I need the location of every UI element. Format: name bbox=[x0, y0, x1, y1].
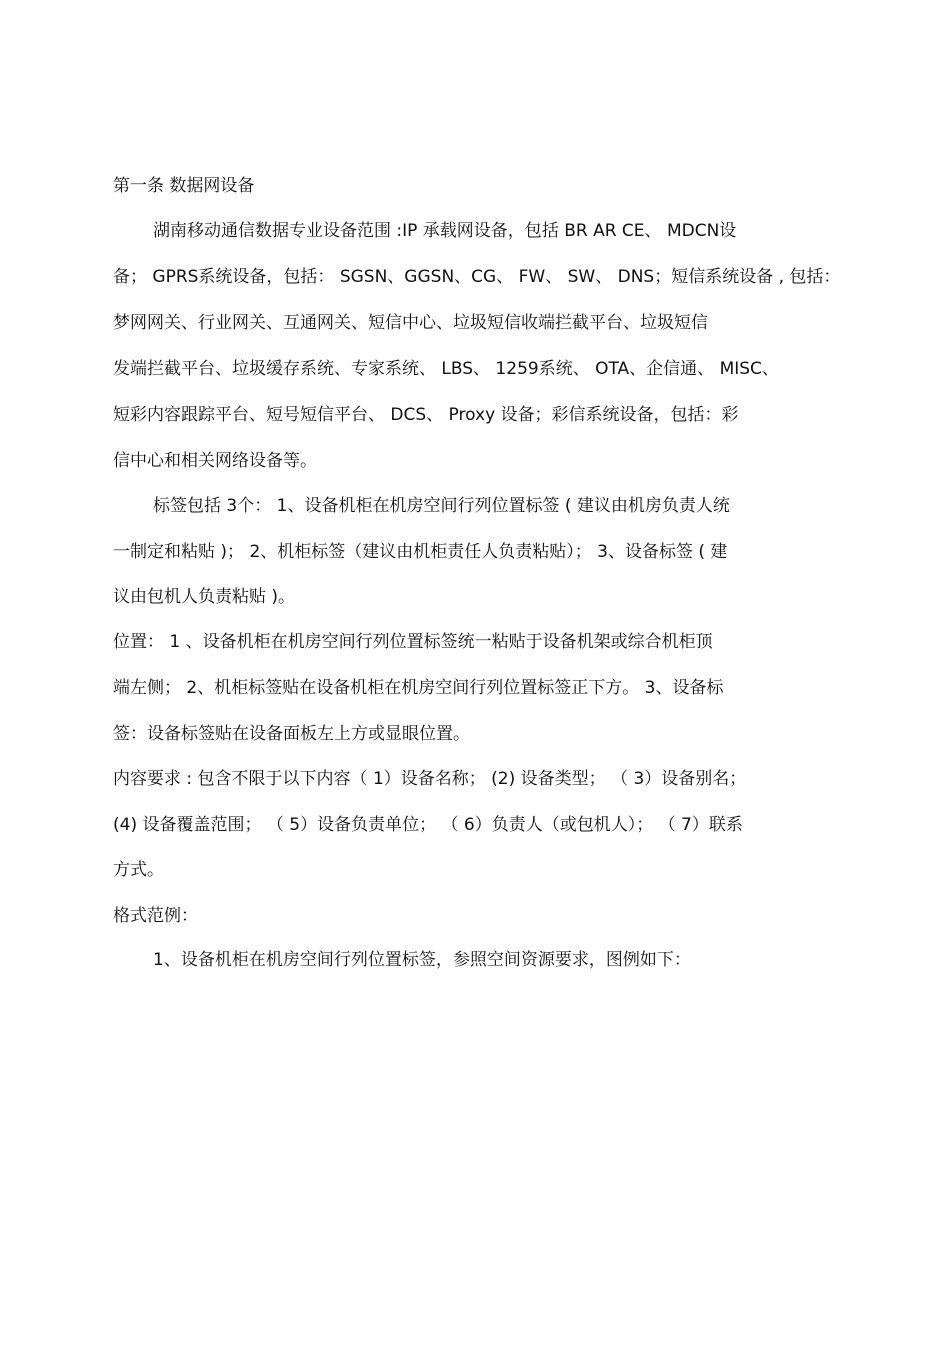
paragraph-line: 1、设备机柜在机房空间行列位置标签，参照空间资源要求，图例如下： bbox=[153, 950, 691, 970]
paragraph-line: 备； GPRS系统设备，包括： SGSN、GGSN、CG、 FW、 SW、 DNS；短信系统设备 , 包括： bbox=[113, 267, 841, 287]
paragraph-line: (4) 设备覆盖范围； （ 5）设备负责单位； （ 6）负责人（或包机人）； （ 7）联系 bbox=[113, 815, 743, 835]
section-heading: 第一条 数据网设备 bbox=[113, 176, 255, 196]
paragraph-line: 格式范例： bbox=[113, 906, 198, 926]
paragraph-line: 湖南移动通信数据专业设备范围 :IP 承载网设备，包括 BR AR CE、 MDCN设 bbox=[153, 221, 737, 241]
paragraph-line: 一制定和粘贴 )； 2、机柜标签（建议由机柜责任人负责粘贴）； 3、设备标签 ( 建 bbox=[113, 542, 728, 562]
paragraph-line: 方式。 bbox=[113, 860, 164, 880]
paragraph-line: 梦网网关、行业网关、互通网关、短信中心、垃圾短信收端拦截平台、垃圾短信 bbox=[113, 313, 708, 333]
paragraph-line: 标签包括 3个： 1、设备机柜在机房空间行列位置标签 ( 建议由机房负责人统 bbox=[153, 496, 730, 516]
paragraph-line: 信中心和相关网络设备等。 bbox=[113, 451, 317, 471]
paragraph-line: 议由包机人负责粘贴 )。 bbox=[113, 587, 296, 607]
paragraph-line: 位置： 1 、设备机柜在机房空间行列位置标签统一粘贴于设备机架或综合机柜顶 bbox=[113, 632, 713, 652]
paragraph-line: 端左侧； 2、机柜标签贴在设备机柜在机房空间行列位置标签正下方。 3、设备标 bbox=[113, 678, 724, 698]
paragraph-line: 签：设备标签贴在设备面板左上方或显眼位置。 bbox=[113, 724, 470, 744]
paragraph-line: 内容要求 : 包含不限于以下内容（ 1）设备名称； (2) 设备类型； （ 3）设备别名； bbox=[113, 769, 747, 789]
paragraph-line: 发端拦截平台、垃圾缓存系统、专家系统、 LBS、 1259系统、 OTA、企信通、 MISC、 bbox=[113, 359, 779, 379]
paragraph-line: 短彩内容跟踪平台、短号短信平台、 DCS、 Proxy 设备；彩信系统设备，包括：彩 bbox=[113, 405, 739, 425]
